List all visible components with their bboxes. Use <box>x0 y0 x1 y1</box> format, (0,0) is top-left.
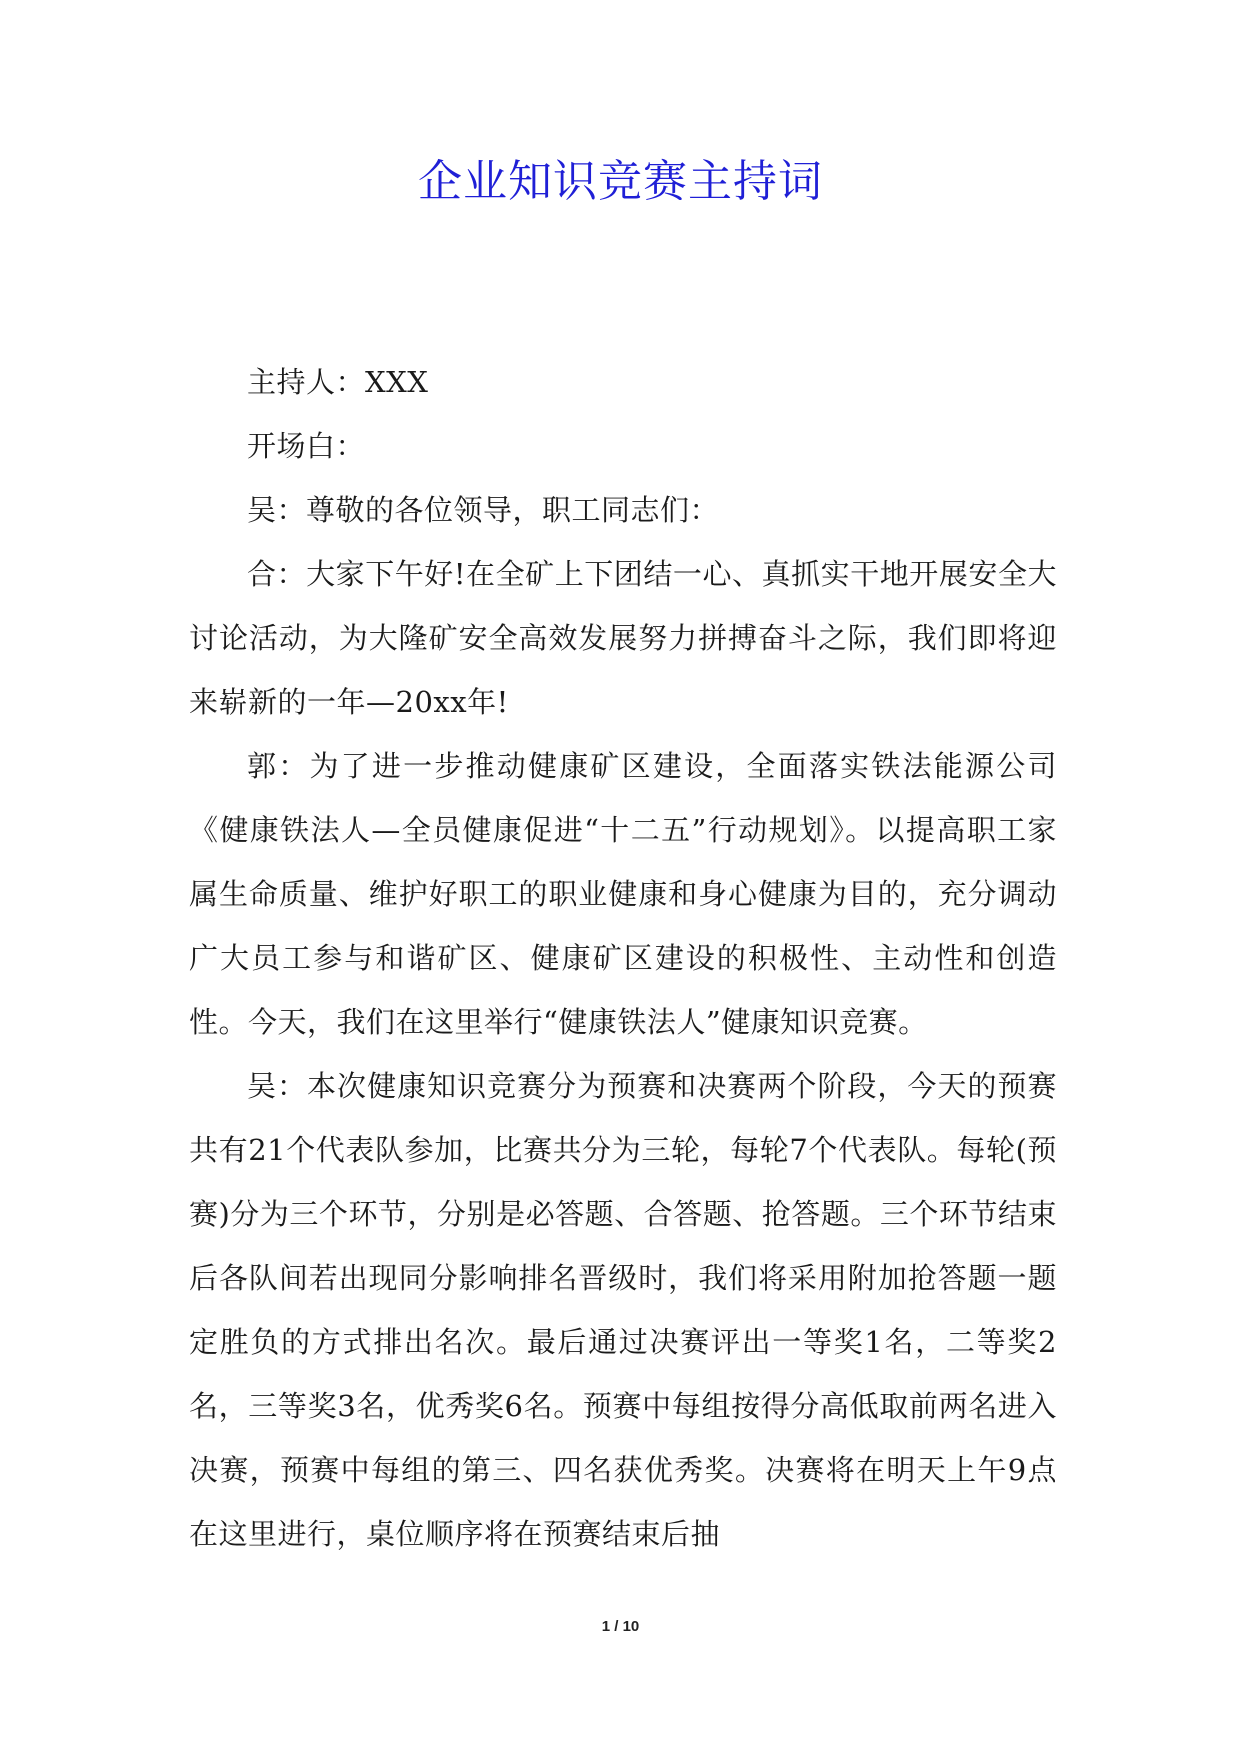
paragraph-joint-greeting: 合：大家下午好!在全矿上下团结一心、真抓实干地开展安全大讨论活动，为大隆矿安全高效发展努力拼搏奋斗之际，我们即将迎来崭新的一年—20xx年! <box>189 557 1057 719</box>
paragraph-greeting: 吴：尊敬的各位领导，职工同志们： <box>247 493 720 527</box>
document-title: 企业知识竞赛主持词 <box>418 156 823 207</box>
page-number: 1 / 10 <box>601 1618 640 1635</box>
document-body <box>189 350 1057 1566</box>
paragraph-opening-label: 开场白： <box>247 429 366 463</box>
paragraph-rules: 吴：本次健康知识竞赛分为预赛和决赛两个阶段，今天的预赛共有21个代表队参加，比赛共分为三轮，每轮7个代表队。每轮(预赛)分为三个环节，分别是必答题、合答题、抢答题。三个环节结束后各队间若出现同分影响排名晋级时，我们将采用附加抢答题一题定胜负的方式排出名次。最后通过决赛评出一等奖1名，二等奖2名，三等奖3名，优秀奖6名。预赛中每组按得分高低取前两名进入决赛，预赛中每组的第三、四名获优秀奖。决赛将在明天上午9点在这里进行，桌位顺序将在预赛结束后抽 <box>189 1069 1057 1551</box>
paragraph-host: 主持人：XXX <box>247 365 429 399</box>
paragraph-purpose: 郭：为了进一步推动健康矿区建设，全面落实铁法能源公司《健康铁法人—全员健康促进“十二五”行动规划》。以提高职工家属生命质量、维护好职工的职业健康和身心健康为目的，充分调动广大员工参与和谐矿区、健康矿区建设的积极性、主动性和创造性。今天，我们在这里举行“健康铁法人”健康知识竞赛。 <box>189 749 1057 1039</box>
